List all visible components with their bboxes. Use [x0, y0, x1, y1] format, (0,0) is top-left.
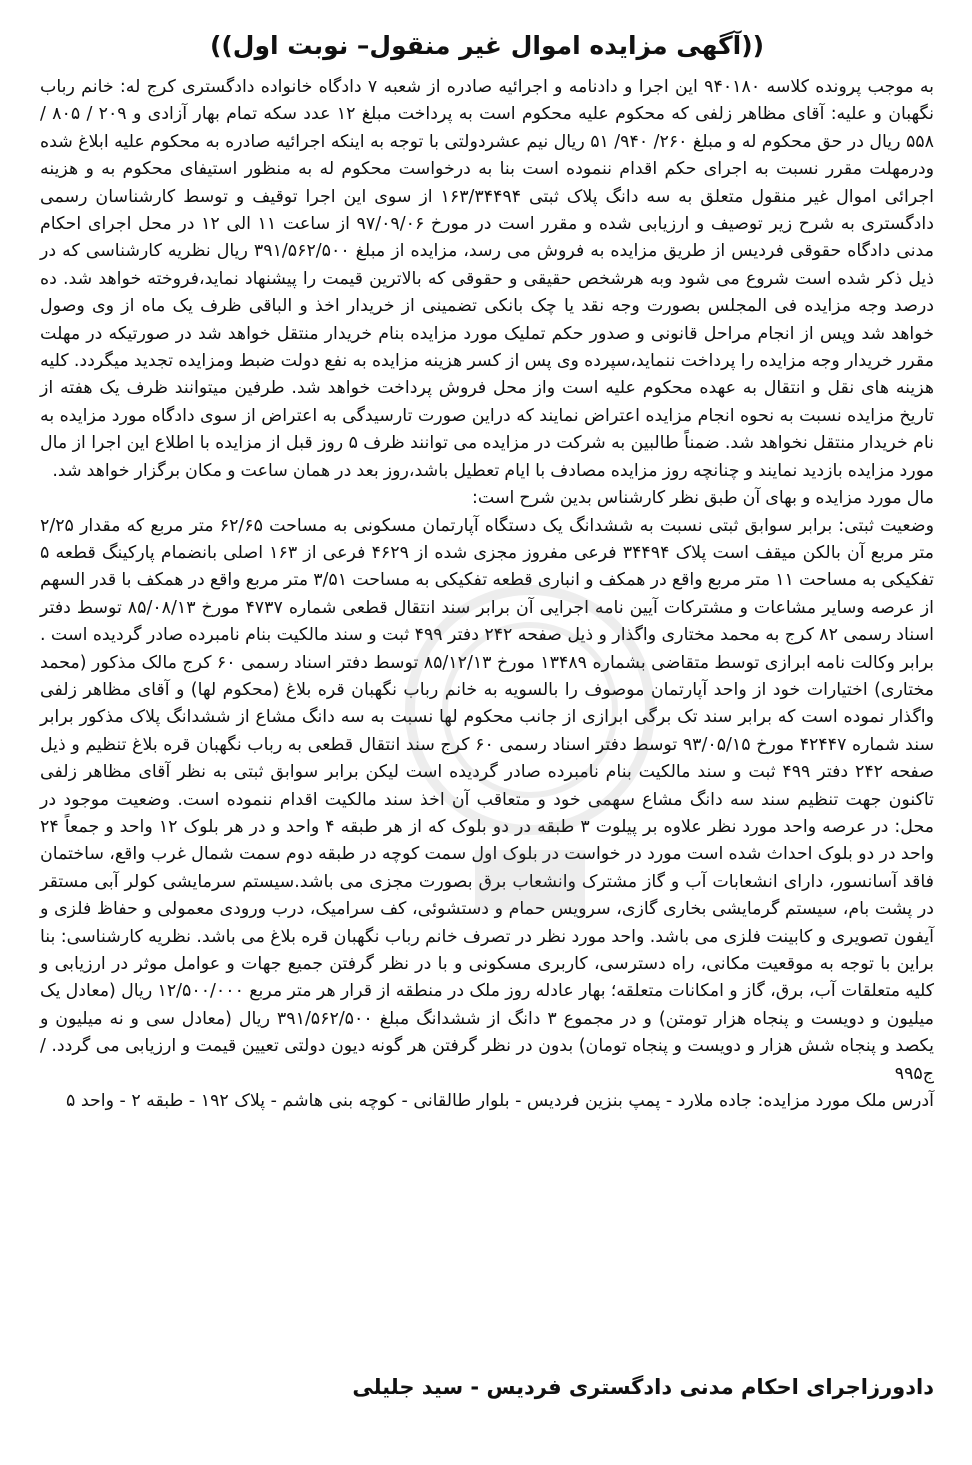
notice-paragraph-details: وضعیت ثبتی: برابر سوابق ثبتی نسبت به ششدانگ یک دستگاه آپارتمان مسکونی به مساحت ۶۲/۶۵ متر مربع که مقدار ۲/۲۵ متر مربع آن بالکن میقف است پلاک ۳۴۴۹۴ فرعی مفروز مجزی شده از ۴۶۲۹ فرعی از ۱۶۳ اصلی بانضمام پارکینگ قطعه ۵ تفکیکی به مساحت ۱۱ متر مربع واقع در همکف و انباری قطعه تفکیکی به مساحت ۳/۵۱ متر مربع واقع در همکف با قدر السهم از عرصه وسایر مشاعات و مشترکات آیین نامه اجرایی آن برابر سند انتقال قطعی شماره ۴۷۳۷ مورخ ۸۵/۰۸/۱۳ توسط دفتر اسناد رسمی ۸۲ کرج به محمد مختاری واگذار و ذیل صفحه ۲۴۲ دفتر ۴۹۹ ثبت و سند مالکیت بنام نامبرده صادر گردیده است . برابر وکالت نامه ابرازی توسط متقاضی بشماره ۱۳۴۸۹ مورخ ۸۵/۱۲/۱۳ توسط دفتر اسناد رسمی ۶۰ کرج مالک مذکور (محمد مختاری) اختیارات خود از واحد آپارتمان موصوف را بالسویه به خانم رباب نگهبان قره بلاغ (محکوم لها) و آقای مظاهر زلفی واگذار نموده است که برابر سند تک برگی ابرازی از جانب محکوم لها نسبت به سه دانگ مشاع از ششدانگ پلاک مذکور برابر سند شماره ۴۲۴۴۷ مورخ ۹۳/۰۵/۱۵ توسط دفتر اسناد رسمی ۶۰ کرج سند انتقال قطعی به رباب نگهبان قره بلاغ تنظیم و ذیل صفحه ۲۴۲ دفتر ۴۹۹ ثبت و سند مالکیت بنام نامبرده صادر گردیده است لیکن برابر سوابق ثبتی به نظر آقای مظاهر زلفی تاکنون جهت تنظیم سند سه دانگ مشاع سهمی خود و متعاقب آن اخذ سند مالکیت اقدام ننموده است. وضعیت موجود در محل: در عرصه واحد مورد نظر علاوه بر پیلوت ۳ طبقه در دو بلوک که از هر طبقه ۴ واحد و در هر بلوک ۱۲ واحد و جمعاً ۲۴ واحد در دو بلوک احداث شده است مورد در خواست در بلوک اول سمت کوچه در طبقه دوم سمت شمال غرب واقع، ساختمان فاقد آسانسور، دارای انشعابات آب و گاز مشترک وانشعاب برق بصورت مجزی می باشد.سیستم سرمایشی کولر آبی مستقر در پشت بام، سیستم گرمایشی بخاری گازی، سرویس حمام و دستشوئی، کف سرامیک، درب ورودی معمولی و حفاظ فلزی و آیفون تصویری و کابینت فلزی می باشد. واحد مورد نظر در تصرف خانم رباب نگهبان قره بلاغ می باشد. نظریه کارشناسی: بنا براین با توجه به موقعیت مکانی، راه دسترسی، کاربری مسکونی و با در نظر گرفتن جمیع جهات و عوامل موثر در ارزیابی و کلیه متعلقات آب، برق، گاز و امکانات متعلقه؛ بهار عادله روز ملک در منطقه از قرار هر متر مربع ۱۲/۵۰۰/۰۰۰ ریال (معادل یک میلیون و دویست و پنجاه هزار تومتن) و در مجموع ۳ دانگ از ششدانگ مبلغ ۳۹۱/۵۶۲/۵۰۰ ریال (معادل سی و نه میلیون و یکصد و پنجاه شش هزار و دویست و پنجاه تومان) بدون در نظر گرفتن هر گونه دیون دولتی تعیین قیمت و ارزیابی می گردد. /ج۹۹۵: [40, 515, 935, 1084]
notice-paragraph-main: به موجب پرونده کلاسه ۹۴۰۱۸۰ این اجرا و دادنامه و اجرائیه صادره از شعبه ۷ دادگاه خانواده دادگستری کرج له: خانم رباب نگهبان و علیه: آقای مظاهر زلفی که محکوم علیه محکوم است به پرداخت مبلغ ۱۲ عدد سکه تمام بهار آزادی و ۲۰۹ / ۸۰۵ / ۵۵۸ ریال در حق محکوم له و مبلغ ۲۶۰/ ۹۴۰/ ۵۱ ریال نیم عشردولتی با توجه به اینکه اجرائیه صادره به محکوم علیه ابلاغ شده ودرمهلت مقرر نسبت به اجرای حکم اقدام ننموده است بنا به درخواست محکوم له به منظور استیفای محکوم به و هزینه اجرائی اموال غیر منقول متعلق به سه دانگ پلاک ثبتی ۱۶۳/۳۴۴۹۴ از سوی این اجرا توقیف و توسط کارشناسان رسمی دادگستری به شرح زیر توصیف و ارزیابی شده و مقرر است در مورخ ۹۷/۰۹/۰۶ از ساعت ۱۱ الی ۱۲ در محل اجرای احکام مدنی دادگاه حقوقی فردیس از طریق مزایده به فروش می رسد، مزایده از مبلغ ۳۹۱/۵۶۲/۵۰۰ ریال نظریه کارشناسی که در ذیل ذکر شده است شروع می شود وبه هرشخص حقیقی و حقوقی که بالاترین قیمت را پیشنهاد نماید،فروخته خواهد شد. ده درصد وجه مزایده فی المجلس بصورت وجه نقد یا چک بانکی تضمینی از خریدار اخذ و الباقی ظرف یک ماه از وی وصول خواهد شد وپس از انجام مراحل قانونی و صدور حکم تملیک مورد مزایده بنام خریدار منتقل خواهد شد در صورتیکه در مهلت مقرر خریدار وجه مزایده را پرداخت ننماید،سپرده وی پس از کسر هزینه مزایده به نفع دولت ضبط ومزایده تجدید میگردد. کلیه هزینه های نقل و انتقال به عهده محکوم علیه است واز محل فروش پرداخت خواهد شد. طرفین میتوانند ظرف یک هفته از تاریخ مزایده نسبت به نحوه انجام مزایده اعتراض نمایند که دراین صورت تارسیدگی به اعتراض از سوی دادگاه مورد مزایده به نام خریدار منتقل نخواهد شد. ضمناً طالبین به شرکت در مزایده می توانند ظرف ۵ روز قبل از مزایده با اطلاع این اجرا از مال مورد مزایده بازدید نمایند و چنانچه روز مزایده مصادف با ایام تعطیل باشد،روز بعد در همان ساعت و مکان برگزار خواهد شد.: [40, 77, 935, 481]
notice-paragraph-intro: مال مورد مزایده و بهای آن طبق نظر کارشناس بدین شرح است:: [472, 488, 934, 509]
signature-line: دادورزاجرای احکام مدنی دادگستری فردیس - سید جلیلی: [352, 1375, 934, 1399]
property-address: آدرس ملک مورد مزایده: جاده ملارد - پمپ بنزین فردیس - بلوار طالقانی - کوچه بنی هاشم - پلاک ۱۹۲ - طبقه ۲ - واحد ۵: [66, 1091, 934, 1112]
notice-title: ((آگهی مزایده اموال غیر منقول– نوبت اول)): [209, 31, 765, 60]
